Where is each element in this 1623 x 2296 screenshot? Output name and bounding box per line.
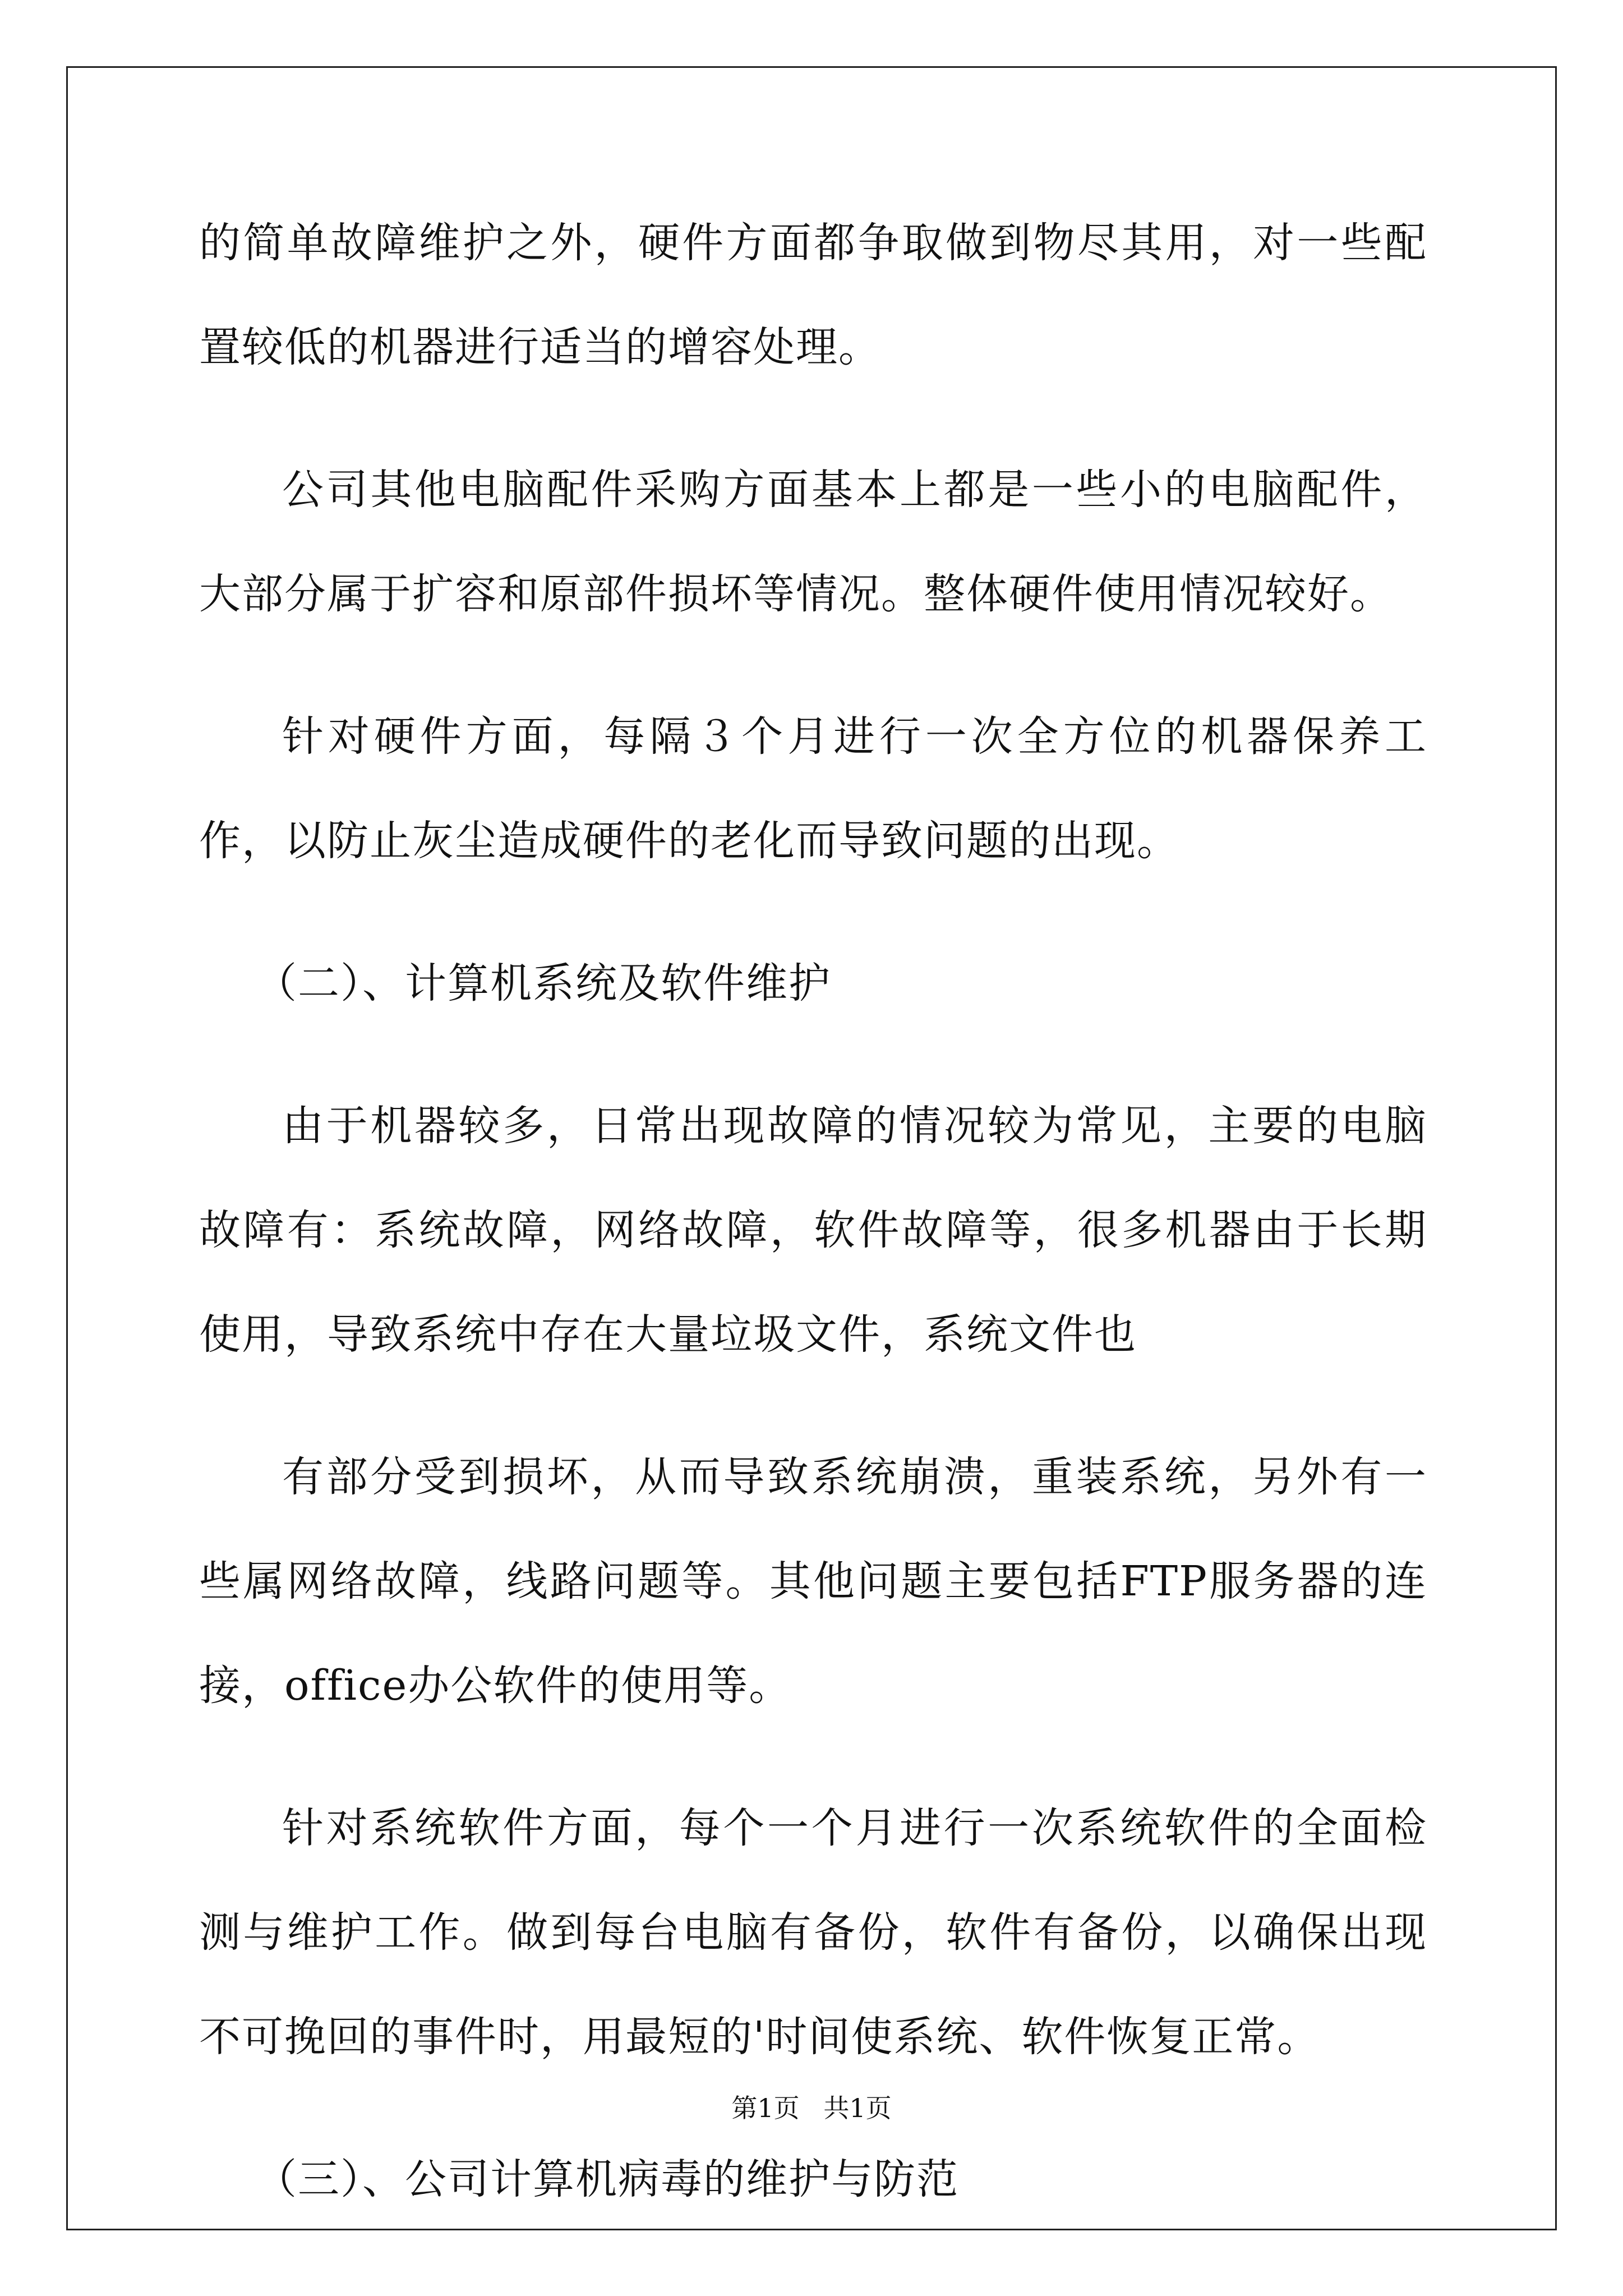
page-total: 共1页 [823,2093,892,2123]
paragraph-6: 针对系统软件方面，每个一个月进行一次系统软件的全面检测与维护工作。做到每台电脑有备份，软件有备份，以确保出现不可挽回的事件时，用最短的'时间使系统、软件恢复正常。 [199,1804,1427,2061]
page-number: 第1页 [731,2093,800,2123]
paragraph-5: 有部分受到损坏，从而导致系统崩溃，重装系统，另外有一些属网络故障，线路问题等。其他问题主要包括FTP服务器的连接，office办公软件的使用等。 [199,1453,1427,1710]
page-footer [0,2088,1623,2125]
section-heading-3: （三）、公司计算机病毒的维护与防范 [255,2155,959,2203]
section-heading-2: （二）、计算机系统及软件维护 [255,959,831,1007]
document-body [199,191,1427,2270]
paragraph-1: 的简单故障维护之外，硬件方面都争取做到物尽其用，对一些配置较低的机器进行适当的增容处理。 [199,219,1427,371]
paragraph-4: 由于机器较多，日常出现故障的情况较为常见，主要的电脑故障有：系统故障，网络故障，软件故障等，很多机器由于长期使用，导致系统中存在大量垃圾文件，系统文件也 [199,1102,1427,1359]
paragraph-3: 针对硬件方面，每隔３个月进行一次全方位的机器保养工作，以防止灰尘造成硬件的老化而导致问题的出现。 [199,712,1427,865]
paragraph-2: 公司其他电脑配件采购方面基本上都是一些小的电脑配件，大部分属于扩容和原部件损坏等情况。整体硬件使用情况较好。 [199,466,1427,618]
